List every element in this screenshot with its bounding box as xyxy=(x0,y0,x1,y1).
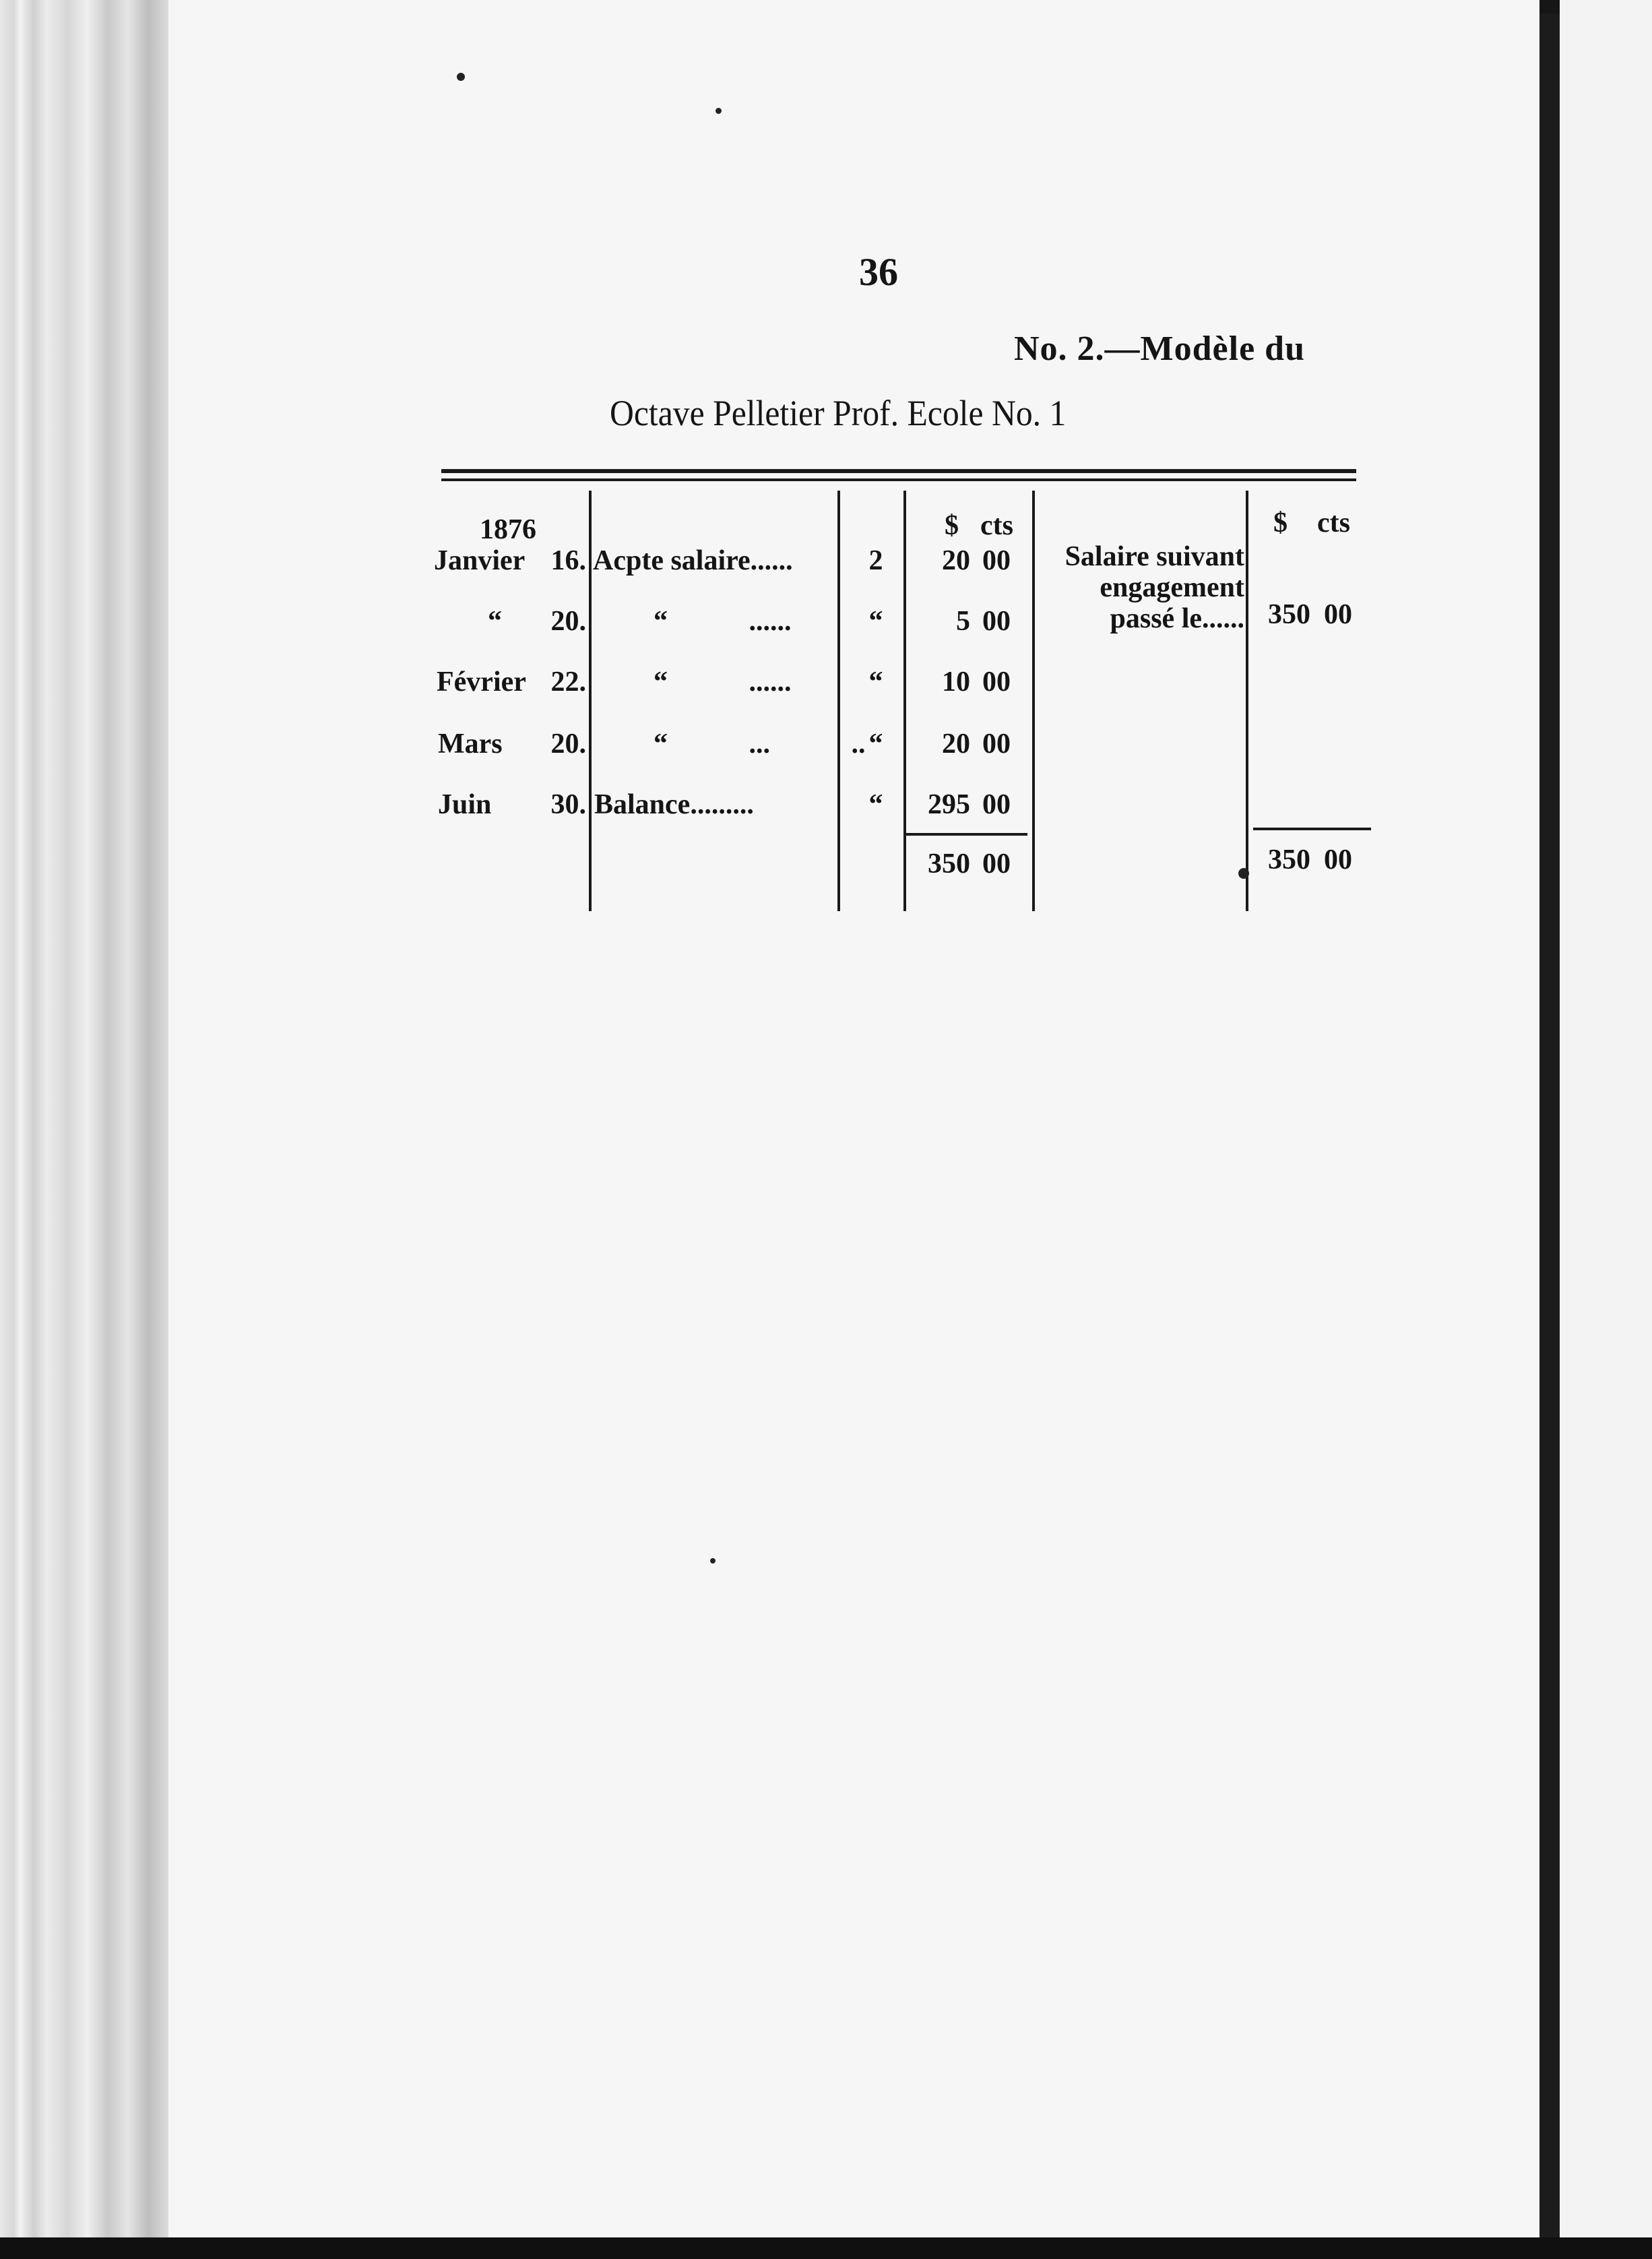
credit-entry-line2: engagement xyxy=(1100,572,1244,603)
row-dollars: 5 xyxy=(956,606,970,637)
row-folio: “ xyxy=(868,789,883,820)
row-month: Mars xyxy=(438,729,503,760)
row-dollars: 295 xyxy=(928,789,970,820)
row-description: “ ... .. xyxy=(654,729,866,760)
row-day: 22. xyxy=(550,667,586,698)
row-description: Acpte salaire...... xyxy=(593,545,793,576)
row-cents: 00 xyxy=(982,667,1011,698)
row-folio: “ xyxy=(868,729,883,760)
row-day: 30. xyxy=(550,789,586,820)
row-month: Février xyxy=(437,667,526,698)
row-folio: “ xyxy=(868,606,883,637)
facing-page-edge xyxy=(1560,0,1652,2259)
row-month: Janvier xyxy=(434,545,526,576)
row-description: “ ...... xyxy=(654,667,792,698)
top-rule-second xyxy=(441,478,1356,481)
credit-dollar-header: $ xyxy=(1273,507,1288,538)
row-day: 20. xyxy=(550,606,586,637)
row-folio: 2 xyxy=(868,545,883,576)
credit-entry-cents: 00 xyxy=(1324,599,1352,630)
debit-dollar-header: $ xyxy=(945,510,959,541)
column-rule-folio xyxy=(903,491,906,911)
row-month: Juin xyxy=(438,789,492,820)
credit-total-cents: 00 xyxy=(1324,844,1352,875)
row-cents: 00 xyxy=(982,606,1011,637)
debit-total-rule xyxy=(906,833,1027,836)
column-rule-date xyxy=(589,491,592,911)
top-rule xyxy=(441,469,1356,473)
row-cents: 00 xyxy=(982,729,1011,760)
credit-entry-line3: passé le...... xyxy=(1110,603,1244,634)
row-cents: 00 xyxy=(982,789,1011,820)
column-rule-credit-label xyxy=(1246,491,1248,911)
scan-speck xyxy=(1238,868,1249,879)
credit-entry-dollars: 350 xyxy=(1268,599,1310,630)
debit-cents-header: cts xyxy=(980,510,1013,541)
credit-entry-line1: Salaire suivant xyxy=(1065,541,1244,572)
row-month: “ xyxy=(488,606,502,637)
credit-total-dollars: 350 xyxy=(1268,844,1310,875)
debit-total-dollars: 350 xyxy=(928,848,970,879)
book-page xyxy=(168,0,1539,2259)
row-dollars: 10 xyxy=(942,667,970,698)
teacher-title: Octave Pelletier Prof. Ecole No. 1 xyxy=(610,393,1067,433)
page-number: 36 xyxy=(859,250,898,294)
scan-speck xyxy=(457,73,465,81)
ledger-year: 1876 xyxy=(480,514,536,545)
row-cents: 00 xyxy=(982,545,1011,576)
row-dollars: 20 xyxy=(942,729,970,760)
row-day: 16. xyxy=(550,545,586,576)
book-binding xyxy=(1539,13,1560,2244)
credit-total-rule xyxy=(1253,828,1371,830)
row-description: Balance......... xyxy=(594,789,754,820)
row-description: “ ...... xyxy=(654,606,792,637)
page-edges-left xyxy=(0,0,168,2259)
credit-cents-header: cts xyxy=(1317,507,1350,538)
column-rule-description xyxy=(837,491,840,911)
scan-speck xyxy=(710,1558,716,1564)
debit-total-cents: 00 xyxy=(982,848,1011,879)
row-day: 20. xyxy=(550,729,586,760)
scan-speck xyxy=(716,108,722,114)
row-dollars: 20 xyxy=(942,545,970,576)
scan-border xyxy=(0,2237,1652,2259)
model-title: No. 2.—Modèle du xyxy=(1014,330,1305,368)
row-folio: “ xyxy=(868,667,883,698)
